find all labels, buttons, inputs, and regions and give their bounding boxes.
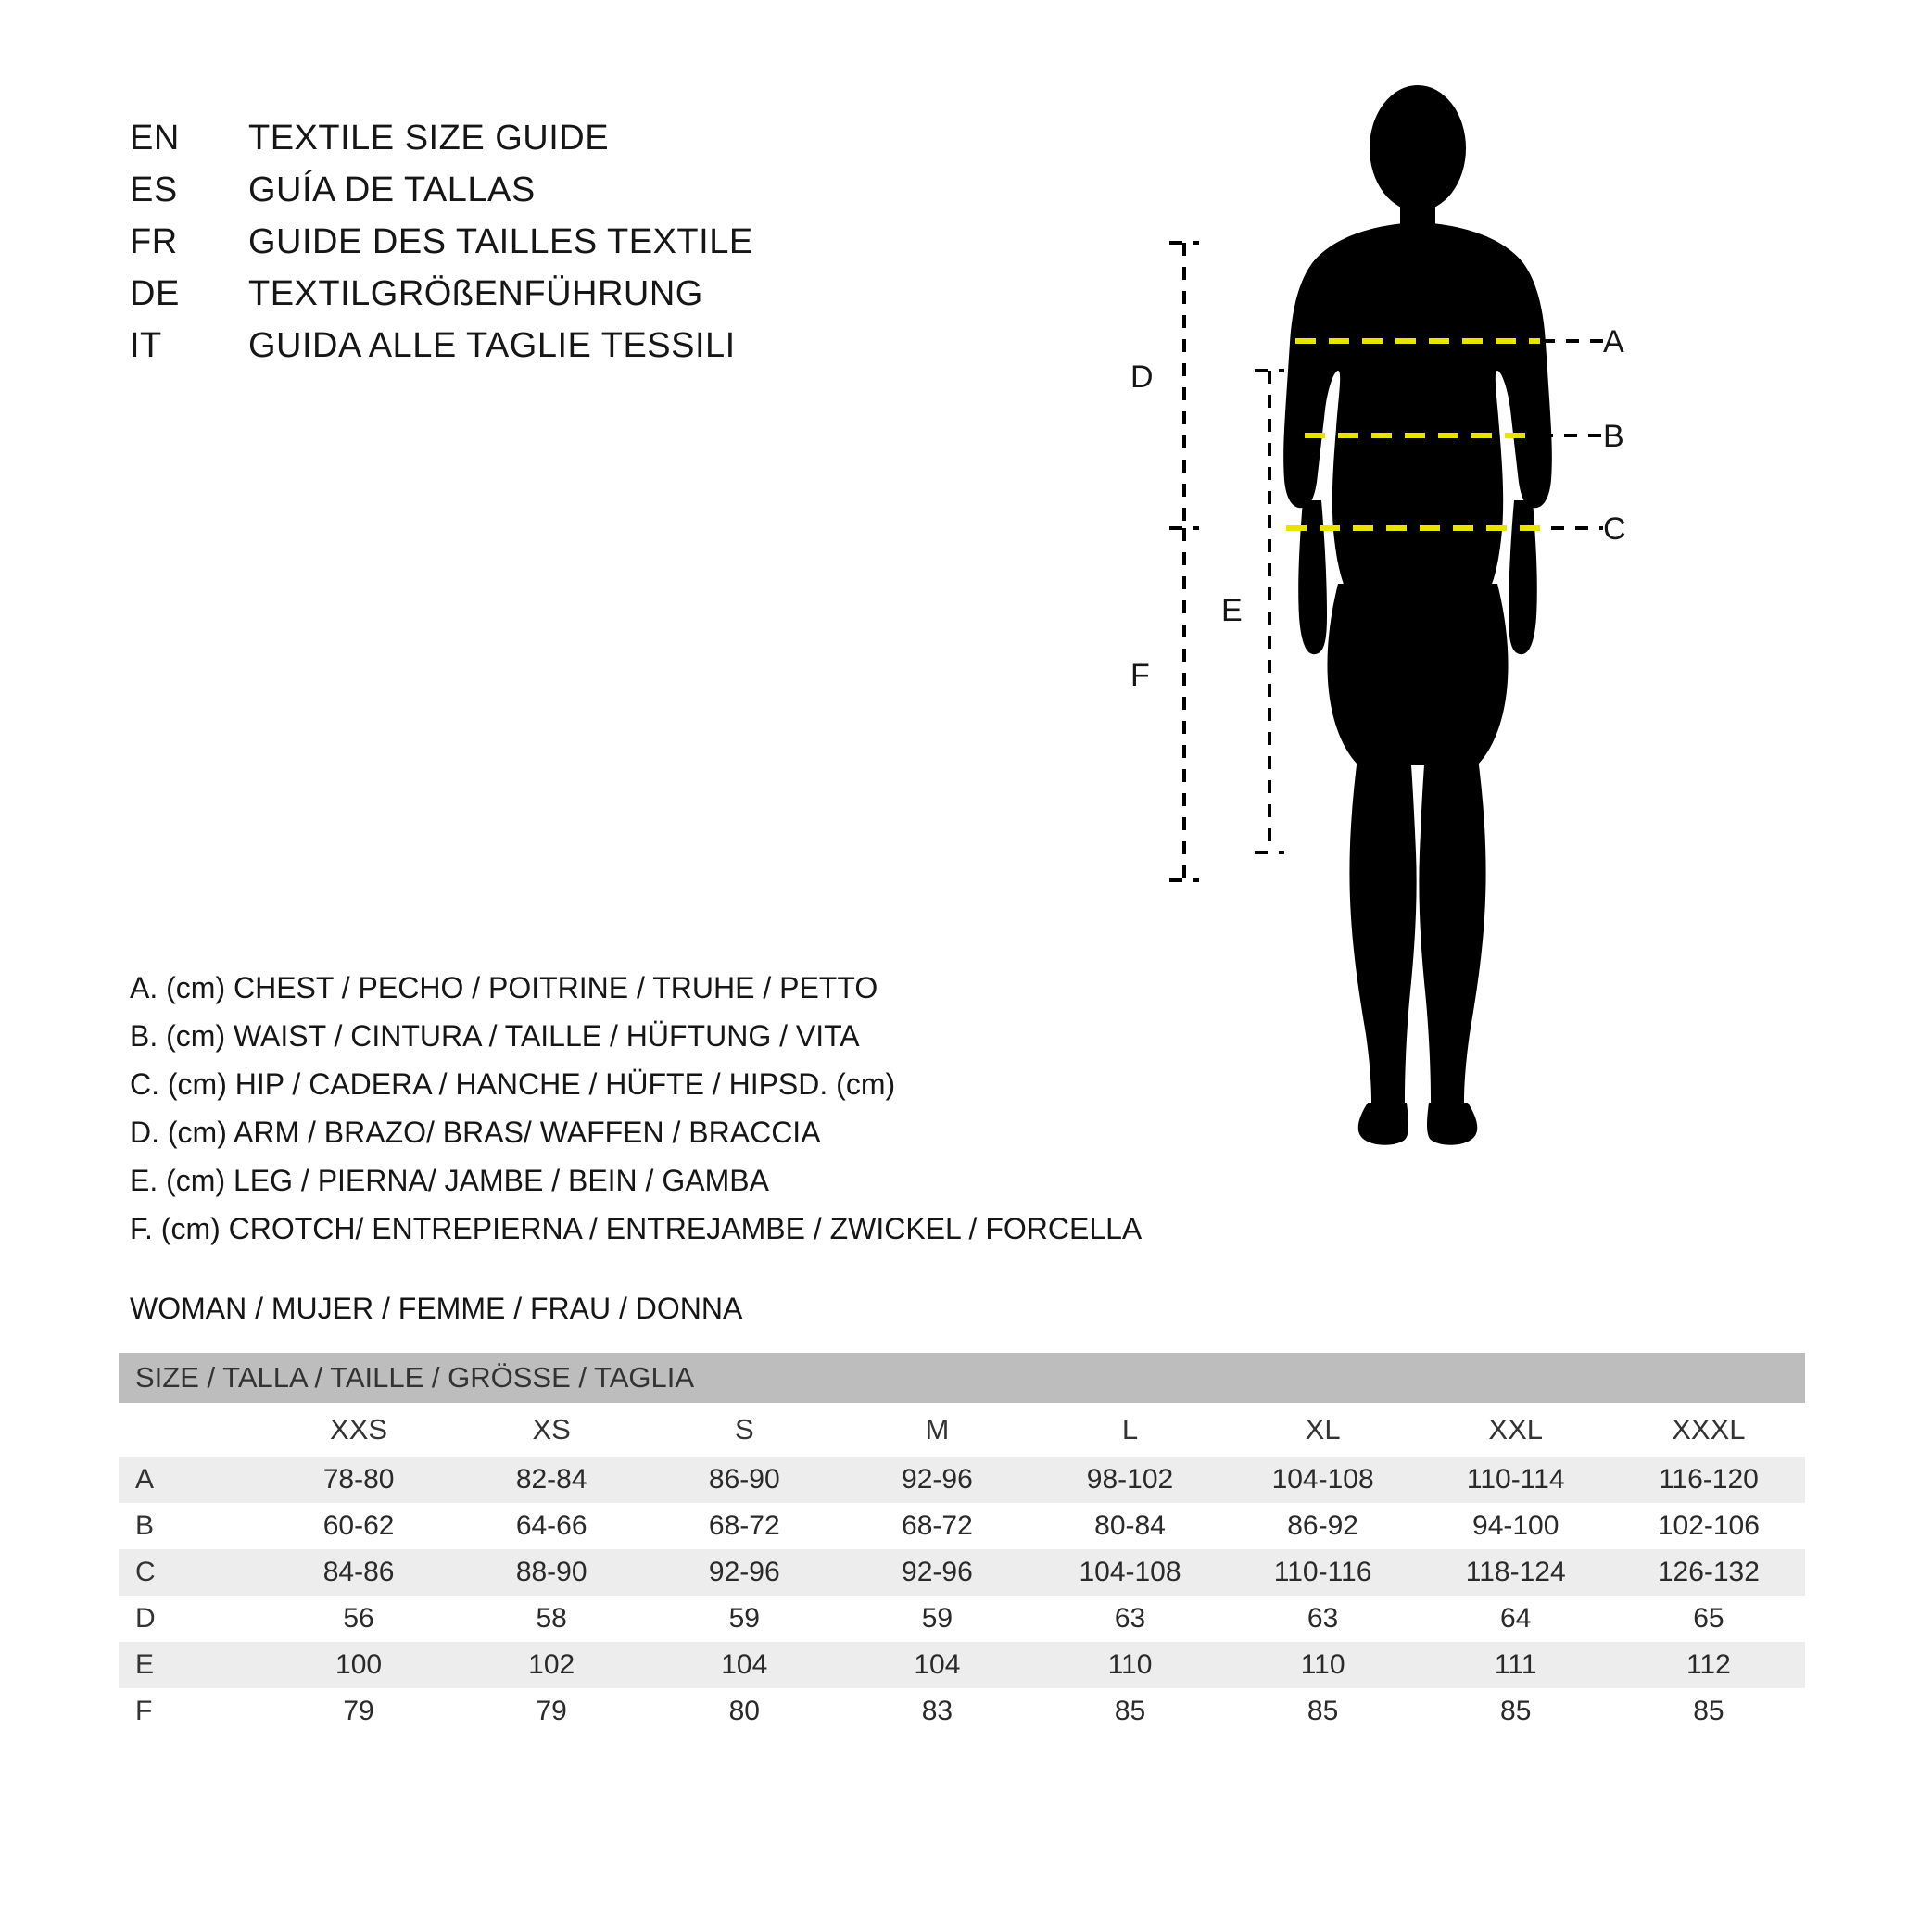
table-row — [119, 1503, 1805, 1549]
title-lang-de: DE — [130, 274, 180, 313]
cell-d-xxxl: 65 — [1612, 1596, 1805, 1642]
size-header-xxxl: XXXL — [1612, 1403, 1805, 1457]
table-corner-cell — [119, 1403, 262, 1457]
title-lang-en: EN — [130, 119, 180, 158]
cell-c-xl: 110-116 — [1227, 1549, 1420, 1596]
dimension-label-e: E — [1221, 593, 1243, 628]
female-figure-illustration — [1140, 65, 1872, 1195]
cell-d-xl: 63 — [1227, 1596, 1420, 1642]
cell-b-l: 80-84 — [1033, 1503, 1226, 1549]
title-text-es: GUÍA DE TALLAS — [248, 170, 536, 209]
size-header-xxl: XXL — [1420, 1403, 1612, 1457]
title-row — [130, 170, 964, 222]
body-silhouette — [1283, 85, 1552, 1145]
cell-d-xxs: 56 — [262, 1596, 455, 1642]
title-lang-es: ES — [130, 170, 178, 209]
cell-b-xl: 86-92 — [1227, 1503, 1420, 1549]
title-text-it: GUIDA ALLE TAGLIE TESSILI — [248, 326, 736, 365]
table-row — [119, 1549, 1805, 1596]
cell-f-xxl: 85 — [1420, 1688, 1612, 1735]
cell-f-xl: 85 — [1227, 1688, 1420, 1735]
cell-e-xxxl: 112 — [1612, 1642, 1805, 1688]
leader-lines — [1540, 341, 1603, 528]
size-header-s: S — [648, 1403, 840, 1457]
cell-a-xl: 104-108 — [1227, 1457, 1420, 1503]
cell-f-xxxl: 85 — [1612, 1688, 1805, 1735]
cell-a-xs: 82-84 — [455, 1457, 648, 1503]
cell-a-s: 86-90 — [648, 1457, 840, 1503]
dimension-label-b: B — [1603, 419, 1624, 454]
cell-a-xxs: 78-80 — [262, 1457, 455, 1503]
cell-e-xs: 102 — [455, 1642, 648, 1688]
legend-item-b: B. (cm) WAIST / CINTURA / TAILLE / HÜFTUNG / VITA — [130, 1019, 860, 1053]
table-row — [119, 1642, 1805, 1688]
dimension-brackets — [1169, 243, 1284, 880]
cell-f-xs: 79 — [455, 1688, 648, 1735]
cell-b-xxxl: 102-106 — [1612, 1503, 1805, 1549]
title-row — [130, 222, 964, 274]
dimension-label-d: D — [1130, 360, 1154, 395]
title-row — [130, 274, 964, 326]
table-header-row — [119, 1353, 1805, 1403]
cell-f-m: 83 — [840, 1688, 1033, 1735]
size-header-xl: XL — [1227, 1403, 1420, 1457]
cell-c-xxl: 118-124 — [1420, 1549, 1612, 1596]
title-block — [130, 119, 964, 378]
cell-d-l: 63 — [1033, 1596, 1226, 1642]
dimension-label-c: C — [1603, 511, 1626, 547]
cell-b-xxs: 60-62 — [262, 1503, 455, 1549]
cell-e-xxs: 100 — [262, 1642, 455, 1688]
cell-c-s: 92-96 — [648, 1549, 840, 1596]
category-label: WOMAN / MUJER / FEMME / FRAU / DONNA — [130, 1292, 743, 1325]
cell-d-m: 59 — [840, 1596, 1033, 1642]
cell-d-s: 59 — [648, 1596, 840, 1642]
cell-f-l: 85 — [1033, 1688, 1226, 1735]
cell-e-xxl: 111 — [1420, 1642, 1612, 1688]
cell-a-xxxl: 116-120 — [1612, 1457, 1805, 1503]
cell-e-m: 104 — [840, 1642, 1033, 1688]
cell-c-m: 92-96 — [840, 1549, 1033, 1596]
cell-e-xl: 110 — [1227, 1642, 1420, 1688]
legend-item-e: E. (cm) LEG / PIERNA/ JAMBE / BEIN / GAMBA — [130, 1164, 769, 1197]
table-sizes-row — [119, 1403, 1805, 1457]
cell-c-xxs: 84-86 — [262, 1549, 455, 1596]
title-text-de: TEXTILGRÖßENFÜHRUNG — [248, 274, 703, 313]
size-chart-table — [119, 1353, 1805, 1735]
cell-d-xs: 58 — [455, 1596, 648, 1642]
table-row — [119, 1688, 1805, 1735]
cell-b-m: 68-72 — [840, 1503, 1033, 1549]
cell-c-xs: 88-90 — [455, 1549, 648, 1596]
legend-item-f: F. (cm) CROTCH/ ENTREPIERNA / ENTREJAMBE / ZWICKEL / FORCELLA — [130, 1212, 1143, 1245]
dimension-label-a: A — [1603, 324, 1624, 360]
title-row — [130, 326, 964, 378]
title-text-en: TEXTILE SIZE GUIDE — [248, 119, 610, 158]
table-row — [119, 1596, 1805, 1642]
cell-d-xxl: 64 — [1420, 1596, 1612, 1642]
row-label-b: B — [119, 1503, 262, 1549]
measurement-legend — [130, 964, 1242, 1253]
legend-item-c: C. (cm) HIP / CADERA / HANCHE / HÜFTE / HIPSD. (cm) — [130, 1067, 896, 1101]
cell-a-l: 98-102 — [1033, 1457, 1226, 1503]
table-row — [119, 1457, 1805, 1503]
title-text-fr: GUIDE DES TAILLES TEXTILE — [248, 222, 753, 261]
cell-a-xxl: 110-114 — [1420, 1457, 1612, 1503]
cell-c-l: 104-108 — [1033, 1549, 1226, 1596]
size-header-m: M — [840, 1403, 1033, 1457]
dimension-label-f: F — [1130, 658, 1150, 693]
row-label-f: F — [119, 1688, 262, 1735]
cell-c-xxxl: 126-132 — [1612, 1549, 1805, 1596]
size-header-xs: XS — [455, 1403, 648, 1457]
size-header-l: L — [1033, 1403, 1226, 1457]
cell-f-xxs: 79 — [262, 1688, 455, 1735]
cell-b-xxl: 94-100 — [1420, 1503, 1612, 1549]
cell-e-l: 110 — [1033, 1642, 1226, 1688]
title-row — [130, 119, 964, 170]
table-header-title: SIZE / TALLA / TAILLE / GRÖSSE / TAGLIA — [119, 1353, 1805, 1403]
cell-b-xs: 64-66 — [455, 1503, 648, 1549]
legend-item-d: D. (cm) ARM / BRAZO/ BRAS/ WAFFEN / BRACCIA — [130, 1116, 821, 1149]
row-label-d: D — [119, 1596, 262, 1642]
cell-b-s: 68-72 — [648, 1503, 840, 1549]
measurement-diagram — [1130, 65, 1872, 1195]
row-label-e: E — [119, 1642, 262, 1688]
row-label-a: A — [119, 1457, 262, 1503]
cell-f-s: 80 — [648, 1688, 840, 1735]
size-header-xxs: XXS — [262, 1403, 455, 1457]
cell-e-s: 104 — [648, 1642, 840, 1688]
title-lang-fr: FR — [130, 222, 178, 261]
cell-a-m: 92-96 — [840, 1457, 1033, 1503]
legend-item-a: A. (cm) CHEST / PECHO / POITRINE / TRUHE / PETTO — [130, 971, 878, 1004]
row-label-c: C — [119, 1549, 262, 1596]
title-lang-it: IT — [130, 326, 162, 365]
